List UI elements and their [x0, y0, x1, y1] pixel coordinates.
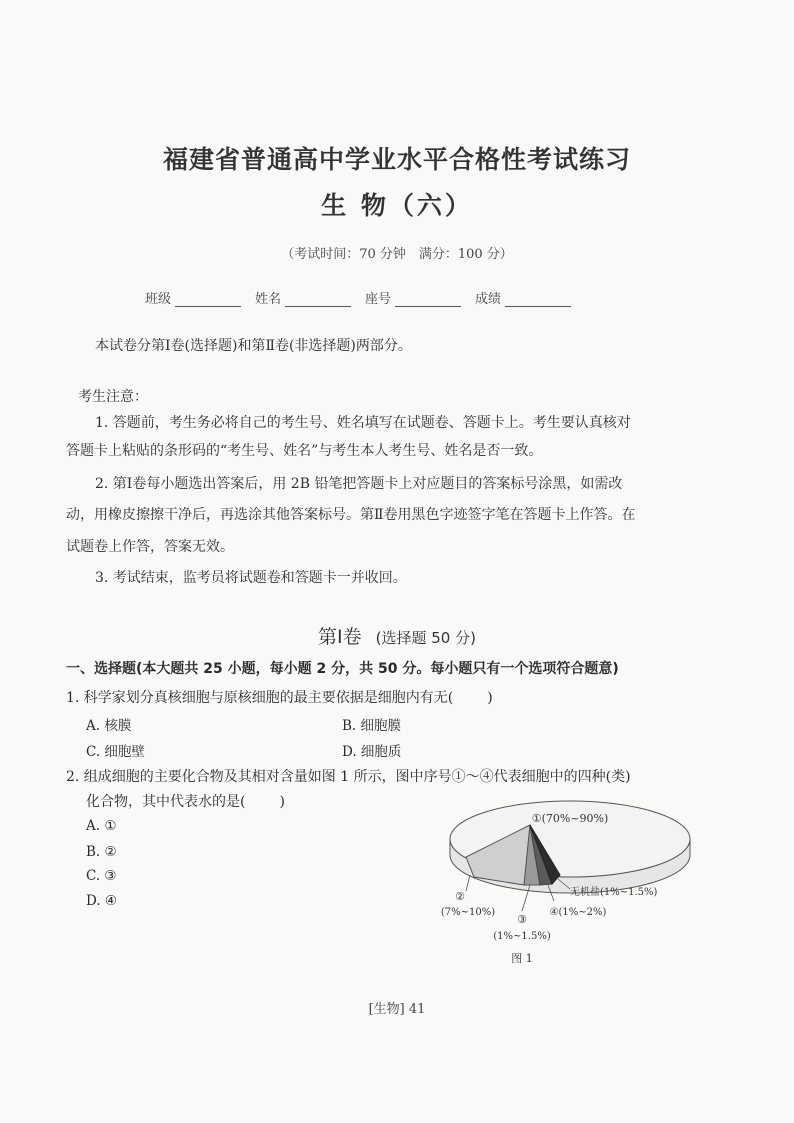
notice-item-2-line-1: 2. 第Ⅰ卷每小题选出答案后，用 2B 铅笔把答题卡上对应题目的答案标号涂黑，如需改 [95, 476, 623, 492]
question-1-stem: 1. 科学家划分真核细胞与原核细胞的最主要依据是细胞内有无( ) [66, 690, 493, 706]
section-title [0, 622, 794, 649]
page-footer: [生物] 41 [368, 1002, 426, 1017]
q1-option-d: D. 细胞质 [342, 744, 402, 760]
field-seat: 座号 [365, 287, 461, 307]
q1-option-a: A. 核膜 [86, 718, 132, 734]
field-score: 成绩 [475, 287, 571, 307]
section-title-main: 第Ⅰ卷 [318, 626, 362, 648]
notice-item-1-line-1: 1. 答题前，考生务必将自己的考生号、姓名填写在试题卷、答题卡上。考生要认真核对 [95, 415, 631, 431]
student-info-fields [145, 287, 665, 307]
exam-title: 福建省普通高中学业水平合格性考试练习 [162, 145, 631, 174]
label-3-range: (1%~1.5%) [493, 931, 551, 942]
score-blank [505, 292, 571, 307]
intro-text: 本试卷分第Ⅰ卷(选择题)和第Ⅱ卷(非选择题)两部分。 [95, 338, 412, 354]
q2-option-b: B. ② [86, 844, 117, 860]
exam-meta: （考试时间：70 分钟 满分：100 分） [281, 247, 513, 262]
class-blank [175, 292, 241, 307]
q2-option-d: D. ④ [86, 893, 118, 909]
label-1: ①(70%~90%) [531, 812, 609, 825]
figure-1-pie-chart [430, 795, 730, 970]
exam-subtitle: 生 物（六） [321, 191, 473, 220]
notice-item-1-line-2: 答题卡上粘贴的条形码的“考生号、姓名”与考生本人考生号、姓名是否一致。 [66, 443, 543, 459]
label-2-range: (7%~10%) [440, 907, 496, 918]
notice-item-2-line-3: 试题卷上作答，答案无效。 [66, 539, 234, 555]
label-3-num: ③ [517, 913, 527, 926]
field-class: 班级 [145, 287, 241, 307]
notice-item-2-line-2: 动，用橡皮擦擦干净后，再选涂其他答案标号。第Ⅱ卷用黑色字迹签字笔在答题卡上作答。在 [66, 507, 636, 523]
label-2-num: ② [455, 890, 465, 903]
q1-option-c: C. 细胞壁 [86, 744, 145, 760]
label-4: ④(1%~2%) [549, 907, 607, 918]
section-instructions: 一、选择题(本大题共 25 小题，每小题 2 分，共 50 分。每小题只有一个选项符合题意) [66, 661, 619, 677]
figure-caption: 图 1 [511, 952, 533, 965]
notice-heading: 考生注意： [78, 389, 148, 405]
name-blank [285, 292, 351, 307]
leader-2 [466, 875, 470, 891]
pie-chart-svg [430, 795, 730, 970]
q1-option-b: B. 细胞膜 [342, 718, 402, 734]
notice-item-3: 3. 考试结束，监考员将试题卷和答题卡一并收回。 [95, 570, 407, 586]
section-title-sub: (选择题 50 分) [375, 629, 476, 647]
seat-blank [395, 292, 461, 307]
question-2-stem-line-1: 2. 组成细胞的主要化合物及其相对含量如图 1 所示，图中序号①～④代表细胞中的四种(类) [66, 769, 631, 785]
q2-option-a: A. ① [86, 818, 117, 834]
label-salt: 无机盐(1%~1.5%) [570, 887, 658, 898]
question-2-stem-line-2: 化合物，其中代表水的是( ) [86, 794, 285, 810]
q2-option-c: C. ③ [86, 868, 117, 884]
field-name: 姓名 [255, 287, 351, 307]
